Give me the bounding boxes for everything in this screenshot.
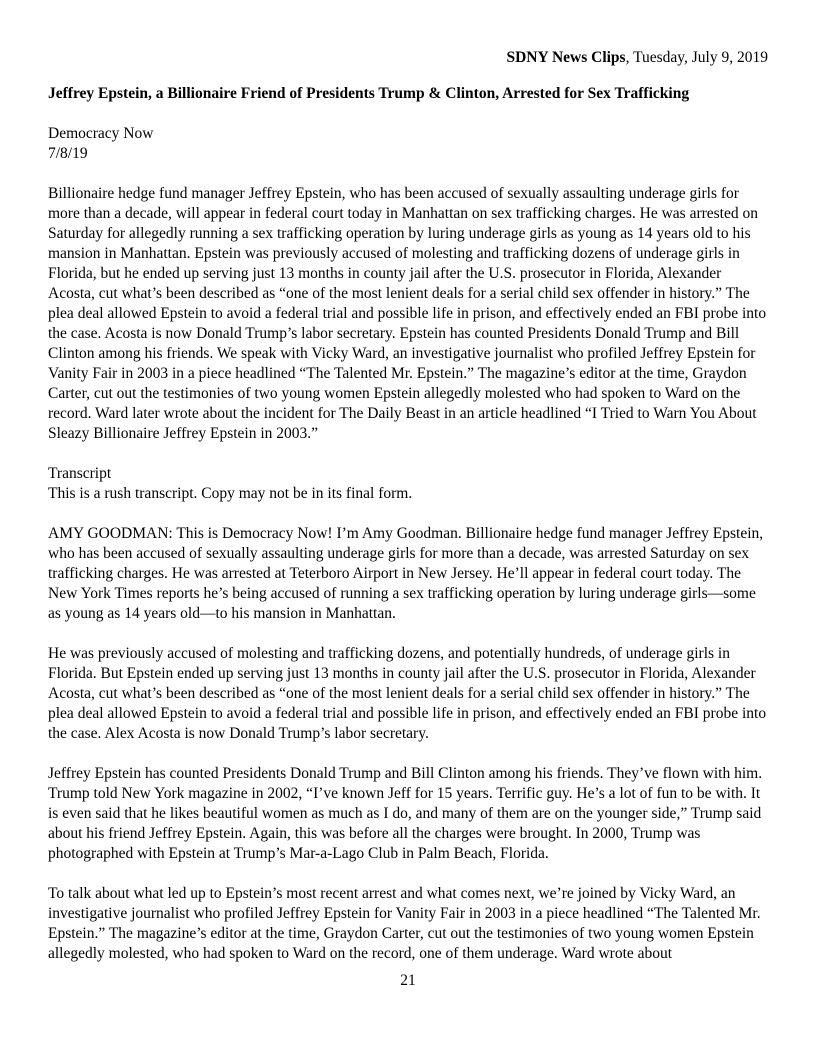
article-source: Democracy Now: [48, 125, 154, 142]
transcript-paragraph: To talk about what led up to Epstein’s most recent arrest and what comes next, we’re joined by Vicky Ward, an investigative journalist who profiled Jeffrey Epstein for Vanity Fair in 2003 in a piece headlined “The Talented Mr. Epstein.” The magazine’s editor at the time, Graydon Carter, cut out the testimonies of two young women Epstein allegedly molested, who had spoken to Ward on the record, one of them underage. Ward wrote about: [48, 885, 761, 962]
transcript-label: Transcript: [48, 465, 112, 482]
article-meta: [48, 124, 770, 164]
transcript-header: [48, 464, 770, 504]
article-headline: Jeffrey Epstein, a Billionaire Friend of Presidents Trump & Clinton, Arrested for Sex Trafficking: [48, 85, 690, 102]
article-summary: Billionaire hedge fund manager Jeffrey Epstein, who has been accused of sexually assaulting underage girls for more than a decade, will appear in federal court today in Manhattan on sex trafficking charges. He was arrested on Saturday for allegedly running a sex trafficking operation by luring underage girls as young as 14 years old to his mansion in Manhattan. Epstein was previously accused of molesting and trafficking dozens of underage girls in Florida, but he ended up serving just 13 months in county jail after the U.S. prosecutor in Florida, Alexander Acosta, cut what’s been described as “one of the most lenient deals for a serial child sex offender in history.” The plea deal allowed Epstein to avoid a federal trial and possible life in prison, and effectively ended an FBI probe into the case. Acosta is now Donald Trump’s labor secretary. Epstein has counted Presidents Donald Trump and Bill Clinton among his friends. We speak with Vicky Ward, an investigative journalist who profiled Jeffrey Epstein for Vanity Fair in 2003 in a piece headlined “The Talented Mr. Epstein.” The magazine’s editor at the time, Graydon Carter, cut out the testimonies of two young women Epstein allegedly molested who had spoken to Ward on the record. Ward later wrote about the incident for The Daily Beast in an article headlined “I Tried to Warn You About Sleazy Billionaire Jeffrey Epstein in 2003.”: [48, 185, 767, 442]
transcript-paragraph: AMY GOODMAN: This is Democracy Now! I’m Amy Goodman. Billionaire hedge fund manager Jeffrey Epstein, who has been accused of sexually assaulting underage girls for more than a decade, was arrested Saturday on sex trafficking charges. He was arrested at Teterboro Airport in New Jersey. He’ll appear in federal court today. The New York Times reports he’s being accused of running a sex trafficking operation by luring underage girls—some as young as 14 years old—to his mansion in Manhattan.: [48, 525, 764, 622]
publication-name: SDNY News Clips: [506, 49, 626, 66]
transcript-paragraph: Jeffrey Epstein has counted Presidents Donald Trump and Bill Clinton among his friends. They’ve flown with him. Trump told New York magazine in 2002, “I’ve known Jeff for 15 years. Terrific guy. He’s a lot of fun to be with. It is even said that he likes beautiful women as much as I do, and many of them are on the younger side,” Trump said about his friend Jeffrey Epstein. Again, this was before all the charges were brought. In 2000, Trump was photographed with Epstein at Trump’s Mar-a-Lago Club in Palm Beach, Florida.: [48, 765, 763, 862]
header-date: , Tuesday, July 9, 2019: [625, 49, 768, 66]
page-header: [506, 48, 768, 68]
transcript-paragraph: He was previously accused of molesting and trafficking dozens, and potentially hundreds, of underage girls in Florida. But Epstein ended up serving just 13 months in county jail after the U.S. prosecutor in Florida, Alexander Acosta, cut what’s been described as “one of the most lenient deals for a serial child sex offender in history.” The plea deal allowed Epstein to avoid a federal trial and possible life in prison, and effectively ended an FBI probe into the case. Alex Acosta is now Donald Trump’s labor secretary.: [48, 645, 767, 742]
page-number: 21: [400, 972, 416, 989]
article-date: 7/8/19: [48, 145, 88, 162]
article: [48, 84, 770, 984]
transcript-note: This is a rush transcript. Copy may not be in its final form.: [48, 485, 413, 502]
